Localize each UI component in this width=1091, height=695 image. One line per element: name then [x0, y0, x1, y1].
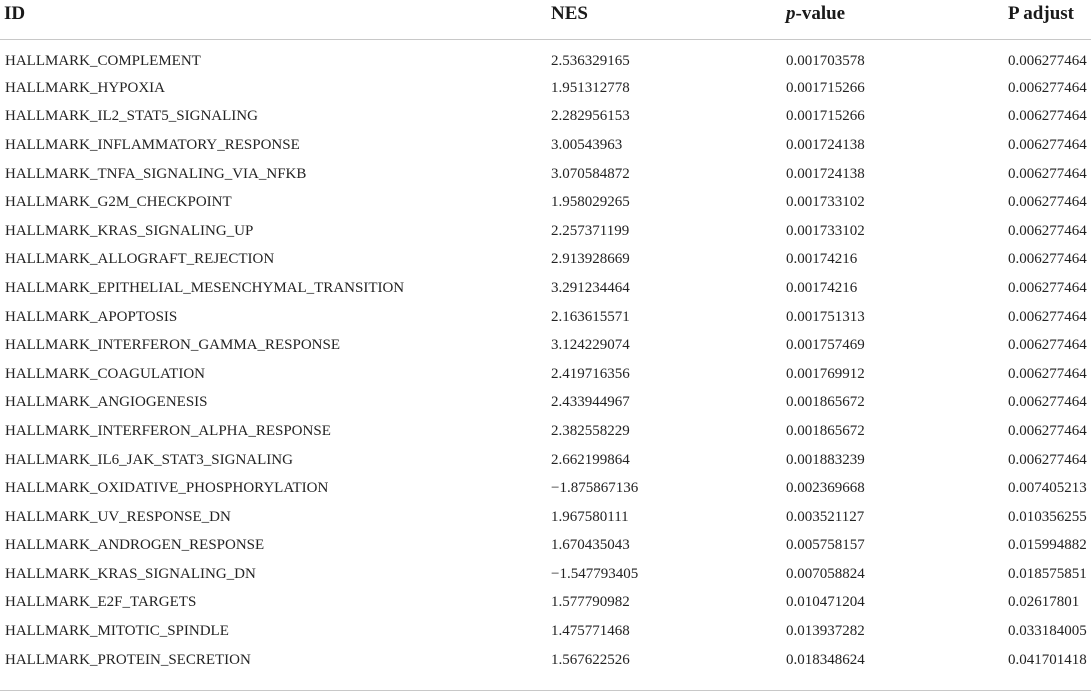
- cell-padjust: 0.006277464: [1008, 165, 1087, 182]
- pvalue-header-suffix: -value: [795, 3, 846, 24]
- cell-nes: 1.951312778: [551, 79, 630, 96]
- table-row: [0, 446, 1091, 475]
- cell-nes: −1.547793405: [551, 565, 639, 582]
- cell-nes: 2.662199864: [551, 451, 630, 468]
- cell-nes: 2.536329165: [551, 53, 630, 70]
- cell-id: HALLMARK_INFLAMMATORY_RESPONSE: [5, 136, 300, 153]
- table-row: [0, 217, 1091, 246]
- cell-id: HALLMARK_IL6_JAK_STAT3_SIGNALING: [5, 451, 293, 468]
- cell-id: HALLMARK_ANDROGEN_RESPONSE: [5, 537, 265, 554]
- cell-id: HALLMARK_INTERFERON_GAMMA_RESPONSE: [5, 337, 341, 354]
- cell-pvalue: 0.003521127: [786, 508, 865, 525]
- column-header-nes: NES: [550, 0, 786, 39]
- cell-id: HALLMARK_INTERFERON_ALPHA_RESPONSE: [5, 422, 331, 439]
- table-row: [0, 617, 1091, 646]
- cell-nes: 1.567622526: [551, 651, 630, 668]
- cell-pvalue: 0.00174216: [786, 279, 858, 296]
- cell-pvalue: 0.001883239: [786, 451, 865, 468]
- cell-id: HALLMARK_COAGULATION: [5, 365, 205, 382]
- column-header-id: ID: [0, 0, 550, 39]
- table-row: [0, 188, 1091, 217]
- cell-pvalue: 0.001715266: [786, 79, 865, 96]
- pvalue-header-italic-p: p: [786, 3, 796, 24]
- table-row: [0, 503, 1091, 532]
- cell-nes: 3.070584872: [551, 165, 630, 182]
- cell-padjust: 0.006277464: [1008, 108, 1087, 125]
- cell-pvalue: 0.002369668: [786, 480, 865, 497]
- cell-id: HALLMARK_KRAS_SIGNALING_UP: [5, 222, 254, 239]
- cell-nes: 2.257371199: [551, 222, 630, 239]
- table-row: [0, 74, 1091, 103]
- cell-padjust: 0.033184005: [1008, 623, 1087, 640]
- cell-id: HALLMARK_HYPOXIA: [5, 79, 165, 96]
- cell-nes: 3.124229074: [551, 337, 630, 354]
- cell-nes: 1.967580111: [551, 508, 629, 525]
- table-row: [0, 103, 1091, 132]
- cell-nes: 1.475771468: [551, 623, 630, 640]
- cell-pvalue: 0.001865672: [786, 422, 865, 439]
- cell-padjust: 0.006277464: [1008, 422, 1087, 439]
- table-row: [0, 646, 1091, 675]
- cell-nes: 2.419716356: [551, 365, 630, 382]
- cell-id: HALLMARK_MITOTIC_SPINDLE: [5, 623, 229, 640]
- cell-padjust: 0.010356255: [1008, 508, 1087, 525]
- cell-nes: 2.382558229: [551, 422, 630, 439]
- cell-id: HALLMARK_E2F_TARGETS: [5, 594, 197, 611]
- cell-padjust: 0.006277464: [1008, 279, 1087, 296]
- cell-id: HALLMARK_TNFA_SIGNALING_VIA_NFKB: [5, 165, 307, 182]
- cell-pvalue: 0.00174216: [786, 251, 858, 268]
- cell-padjust: 0.006277464: [1008, 79, 1087, 96]
- table-header: [0, 0, 1091, 39]
- cell-pvalue: 0.001733102: [786, 194, 865, 211]
- cell-id: HALLMARK_ALLOGRAFT_REJECTION: [5, 251, 275, 268]
- cell-id: HALLMARK_G2M_CHECKPOINT: [5, 194, 232, 211]
- cell-id: HALLMARK_COMPLEMENT: [5, 53, 201, 70]
- cell-pvalue: 0.013937282: [786, 623, 865, 640]
- table-row: [0, 389, 1091, 418]
- table-row: [0, 532, 1091, 561]
- cell-padjust: 0.006277464: [1008, 194, 1087, 211]
- cell-padjust: 0.02617801: [1008, 594, 1080, 611]
- cell-padjust: 0.018575851: [1008, 565, 1087, 582]
- cell-nes: 2.282956153: [551, 108, 630, 125]
- cell-pvalue: 0.001724138: [786, 136, 865, 153]
- table-bottom-rule: [0, 690, 1091, 691]
- cell-pvalue: 0.001724138: [786, 165, 865, 182]
- cell-id: HALLMARK_ANGIOGENESIS: [5, 394, 208, 411]
- cell-id: HALLMARK_KRAS_SIGNALING_DN: [5, 565, 256, 582]
- cell-padjust: 0.006277464: [1008, 136, 1087, 153]
- cell-id: HALLMARK_OXIDATIVE_PHOSPHORYLATION: [5, 480, 329, 497]
- table-row: [0, 303, 1091, 332]
- cell-padjust: 0.015994882: [1008, 537, 1087, 554]
- table-row: [0, 331, 1091, 360]
- cell-pvalue: 0.001733102: [786, 222, 865, 239]
- column-header-pvalue: [786, 0, 1008, 39]
- cell-id: HALLMARK_PROTEIN_SECRETION: [5, 651, 251, 668]
- cell-padjust: 0.041701418: [1008, 651, 1087, 668]
- cell-padjust: 0.006277464: [1008, 53, 1087, 70]
- cell-pvalue: 0.001751313: [786, 308, 865, 325]
- cell-nes: 1.577790982: [551, 594, 630, 611]
- cell-id: HALLMARK_IL2_STAT5_SIGNALING: [5, 108, 258, 125]
- column-header-padjust: P adjust: [1008, 0, 1091, 39]
- table-row: [0, 417, 1091, 446]
- cell-pvalue: 0.018348624: [786, 651, 865, 668]
- cell-pvalue: 0.010471204: [786, 594, 865, 611]
- table-row: [0, 360, 1091, 389]
- cell-nes: 3.291234464: [551, 279, 630, 296]
- table-row: [0, 246, 1091, 275]
- cell-pvalue: 0.001865672: [786, 394, 865, 411]
- cell-padjust: 0.006277464: [1008, 222, 1087, 239]
- cell-pvalue: 0.001703578: [786, 53, 865, 70]
- cell-nes: −1.875867136: [551, 480, 639, 497]
- table-row: [0, 560, 1091, 589]
- header-row: [0, 0, 1091, 39]
- cell-padjust: 0.006277464: [1008, 365, 1087, 382]
- cell-id: HALLMARK_UV_RESPONSE_DN: [5, 508, 231, 525]
- table-row: [0, 474, 1091, 503]
- cell-padjust: 0.006277464: [1008, 308, 1087, 325]
- cell-id: HALLMARK_APOPTOSIS: [5, 308, 178, 325]
- cell-nes: 1.670435043: [551, 537, 630, 554]
- cell-nes: 2.433944967: [551, 394, 630, 411]
- cell-nes: 2.163615571: [551, 308, 630, 325]
- cell-padjust: 0.007405213: [1008, 480, 1087, 497]
- table-row: [0, 589, 1091, 618]
- cell-id: HALLMARK_EPITHELIAL_MESENCHYMAL_TRANSITION: [5, 279, 405, 296]
- cell-padjust: 0.006277464: [1008, 451, 1087, 468]
- cell-nes: 1.958029265: [551, 194, 630, 211]
- cell-padjust: 0.006277464: [1008, 337, 1087, 354]
- cell-pvalue: 0.005758157: [786, 537, 865, 554]
- table-row: [0, 39, 1091, 74]
- table-row: [0, 160, 1091, 189]
- table-row: [0, 131, 1091, 160]
- cell-pvalue: 0.007058824: [786, 565, 865, 582]
- cell-nes: 2.913928669: [551, 251, 630, 268]
- table-row: [0, 274, 1091, 303]
- cell-nes: 3.00543963: [551, 136, 623, 153]
- cell-pvalue: 0.001757469: [786, 337, 865, 354]
- cell-pvalue: 0.001769912: [786, 365, 865, 382]
- cell-padjust: 0.006277464: [1008, 394, 1087, 411]
- table-body: [0, 39, 1091, 674]
- cell-padjust: 0.006277464: [1008, 251, 1087, 268]
- cell-pvalue: 0.001715266: [786, 108, 865, 125]
